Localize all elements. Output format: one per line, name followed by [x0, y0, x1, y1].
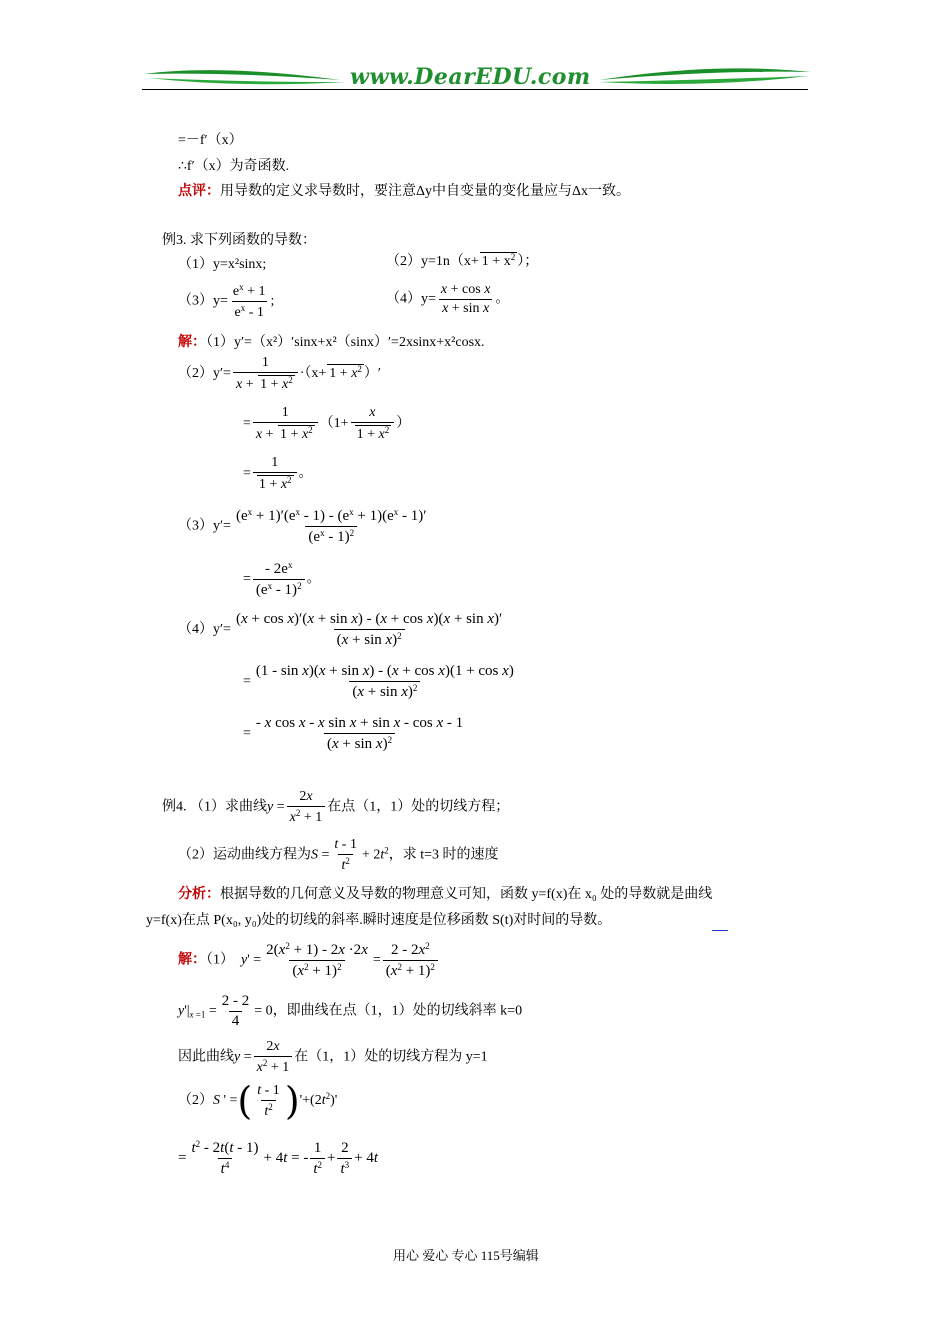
analysis-line2: y=f(x)在点 P(x₀, y₀)处的切线的斜率.瞬时速度是位移函数 S(t)对时间的导数。 — [146, 913, 612, 928]
ex4-solution-part2-result: = $\frac{t^2 - 2t(t - 1)}{t^4}$ + 4t = - $\frac{1}{t^2}$ + $\frac{2}{t^3}$ + 4t — [178, 1139, 379, 1177]
example3-title: 例3. 求下列函数的导数： — [162, 233, 316, 248]
comment-line — [178, 185, 630, 199]
ex4-solution-slope: $y'|_{x =1}$ = $\frac{2 - 2}{4}$ = 0，即曲线在点（1，1）处的切线斜率 k=0 — [178, 993, 523, 1029]
solution-part2-step3: = $\frac{1}{1 + x^2}$ 。 — [243, 455, 313, 492]
header-banner — [140, 62, 810, 96]
comment-text: 用导数的定义求导数时，要注意Δy中自变量的变化量应与Δx一致。 — [220, 184, 631, 199]
ex4-solution-part2: （2）S ' =( $\frac{t - 1}{t^2}$ )'$+(2t^2)$' — [178, 1079, 338, 1123]
ex3-part3: （3）y= $\frac{e^x + 1}{e^x - 1}$ ; — [178, 282, 275, 320]
example4-part1: 例4. （1）求曲线y = $\frac{2x}{x^2 + 1}$ 在点（1，1）处的切线方程； — [162, 789, 510, 825]
header-rule — [142, 89, 808, 90]
solution-part4-step3: = $\frac{\text{- x cos x - x sin x + sin x - cos x - 1}}{(x + \sin x)^2}$ — [243, 715, 464, 752]
solution-part2-step1: （2）y′= $\frac{1}{x + 1 + x^2}$ $\cdot(x+ 1 + x^2$ ）′ — [178, 355, 381, 392]
comment-label: 点评： — [178, 184, 220, 199]
example4-part2: （2）运动曲线方程为S = $\frac{t - 1}{t^2}$ + $2t^2$，求 t=3 时的速度 — [178, 837, 499, 873]
footer-text: 用心 爱心 专心 115号编辑 — [393, 1248, 539, 1263]
analysis-line1: 分析：根据导数的几何意义及导数的物理意义可知，函数 y=f(x)在 x₀ 处的导数就是曲线 — [178, 887, 713, 902]
ex3-part1: （1）y=x²sinx; — [178, 257, 267, 272]
solution-part4-step2: = $\frac{\text{(1 - sin x)(x + sin x) - (x + cos x)(1 + cos x)}}{(x + \sin x)^2}$ — [243, 663, 514, 700]
site-name: www.DearEDU.com — [350, 64, 591, 90]
analysis-underline — [712, 930, 728, 931]
solution-part4-step1: （4）y′= $\frac{\text{(x + cos x)′(x + sin x) - (x + cos x)(x + sin x)′}}{(x + \sin x)^2}$ — [178, 611, 503, 648]
solution-part2-step2: = $\frac{1}{x + 1 + x^2}$ （1+ $\frac{x}{1 + x^2}$ ） — [243, 405, 411, 442]
ex4-solution-conclusion: 因此曲线y = $\frac{2x}{x^2 + 1}$ 在（1，1）处的切线方程为 y=1 — [178, 1039, 488, 1075]
line-odd-function: ∴f′（x）为奇函数. — [178, 159, 290, 174]
solution-part3-step1: （3）y′= $\frac{(e^x + 1)'(e^x - 1) - (e^x + 1)(e^x - 1)'}{(e^x - 1)^2}$ — [178, 507, 427, 545]
ex3-part2: $(2)y=1n(x+ 1 + x^2$ ）； — [386, 252, 539, 269]
solution-part1: 解：（1）y′=（x²）′sinx+x²（sinx）′=2xsinx+x²cosx. — [178, 335, 485, 350]
ex3-part4: （4）y= $\frac{\text{x + cos x}}{\text{x + sin x}}$ 。 — [386, 282, 510, 316]
line-neg-fprime: =－f′（x） — [178, 133, 243, 148]
ex4-solution-step1: 解：（1） y' = $\frac{2(x^2 + 1) - 2x \cdot 2x}{(x^2 + 1)^2}$ = $\frac{2 - 2x^2}{(x^2 + 1)^2}$ — [178, 942, 440, 979]
solution-part3-step2: = $\frac{- 2e^x}{(e^x - 1)^2}$ 。 — [243, 560, 321, 598]
